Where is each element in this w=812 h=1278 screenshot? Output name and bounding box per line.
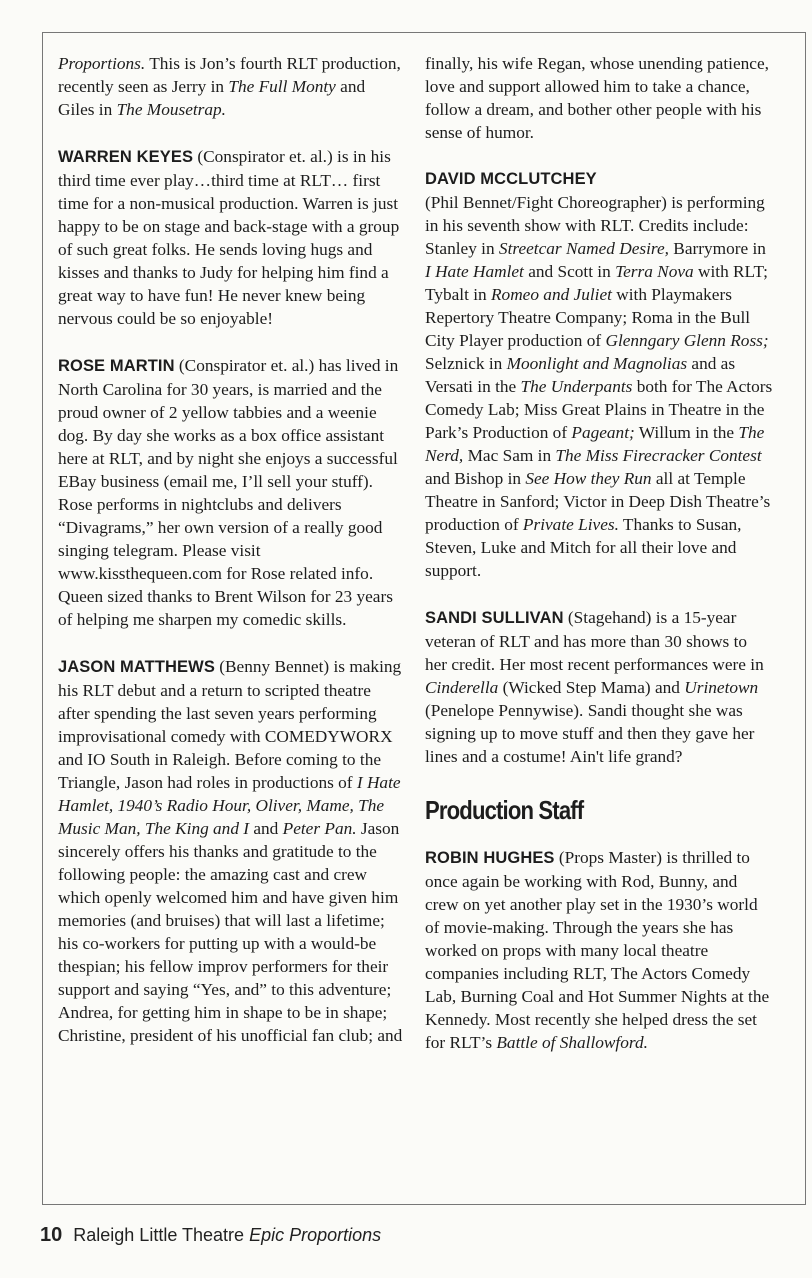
left-column [58,52,404,1071]
footer-show-title: Epic Proportions [249,1225,382,1245]
bio-jason-continuation: finally, his wife Regan, whose unending patience, love and support allowed him to take a chance, follow a dream, and bother other people with his sense of humor. [425,54,769,142]
bio-name: ROSE MARTIN [58,357,175,375]
section-heading: Production Staff [425,795,584,825]
bio-sandi-sullivan: SANDI SULLIVAN (Stagehand) is a 15-year veteran of RLT and has more than 30 shows to her credit. Her most recent performances were in Cinderella (Wicked Step Mama) and Urinetown (Penelope Pennywise). Sandi thought she was signing up to move stuff and then they gave her lines and a costume! Ain't life grand? [425,608,764,766]
footer-org: Raleigh Little Theatre [73,1225,245,1245]
bio-rose-martin: ROSE MARTIN (Conspirator et. al.) has lived in North Carolina for 30 years, is married and the proud owner of 2 yellow tabbies and a weenie dog. By day she works as a box office assistant here at RLT, and by night she enjoys a successful EBay business (email me, I’ll sell your stuff). Rose performs in nightclubs and delivers “Divagrams,” her own version of a really good singing telegram. Please visit www.kissthequeen.com for Rose related info. Queen sized thanks to Brent Wilson for 23 years of helping me sharpen my comedic skills. [58,356,399,629]
bio-name: SANDI SULLIVAN [425,609,564,627]
bio-jason-matthews: JASON MATTHEWS (Benny Bennet) is making his RLT debut and a return to scripted theatre after spending the last seven years performing improvisational comedy with COMEDYWORX and IO South in Raleigh. Before coming to the Triangle, Jason had roles in productions of I Hate Hamlet, 1940’s Radio Hour, Oliver, Mame, The Music Man, The King and I and Peter Pan. Jason sincerely offers his thanks and gratitude to the following people: the amazing cast and crew which openly welcomed him and have given him memories (and bruises) that will last a lifetime; his co-workers for putting up with a would-be thespian; his fellow improv performers for their support and saying “Yes, and” to this adventure; Andrea, for getting him in shape to be in shape; Christine, president of his unofficial fan club; and [58,657,403,1045]
bio-jon-continuation: Proportions. This is Jon’s fourth RLT production, recently seen as Jerry in The Full Monty and Giles in The Mousetrap. [58,54,401,119]
bio-name: DAVID MCCLUTCHEY [425,170,597,188]
bio-name: JASON MATTHEWS [58,658,215,676]
bio-david-mcclutchey: DAVID MCCLUTCHEY (Phil Bennet/Fight Choreographer) is performing in his seventh show with RLT. Credits include: Stanley in Streetcar Named Desire, Barrymore in I Hate Hamlet and Scott in Terra Nova with RLT; Tybalt in Romeo and Juliet with Playmakers Repertory Theatre Company; Roma in the Bull City Player production of Glenngary Glenn Ross; Selznick in Moonlight and Magnolias and as Versati in the The Underpants both for The Actors Comedy Lab; Miss Great Plains in Theatre in the Park’s Production of Pageant; Willum in the The Nerd, Mac Sam in The Miss Firecracker Contest and Bishop in See How they Run all at Temple Theatre in Sanford; Victor in Deep Dish Theatre’s production of Private Lives. Thanks to Susan, Steven, Luke and Mitch for all their love and support. [425,170,773,580]
bio-warren-keyes: WARREN KEYES (Conspirator et. al.) is in his third time ever play…third time at RLT… first time for a non-musical production. Warren is just happy to be on stage and back-stage with a group of such great folks. He sends loving hugs and kisses and thanks to Judy for helping him find a great way to have fun! He never knew being nervous could be so enjoyable! [58,147,400,328]
page-footer [40,1224,381,1247]
right-column [425,52,773,1078]
bio-name: WARREN KEYES [58,148,194,166]
bio-robin-hughes: ROBIN HUGHES (Props Master) is thrilled to once again be working with Rod, Bunny, and crew on yet another play set in the 1930’s world of movie-making. Through the years she has worked on props with many local theatre companies including RLT, The Actors Comedy Lab, Burning Coal and Hot Summer Nights at the Kennedy. Most recently she helped dress the set for RLT’s Battle of Shallowford. [425,848,770,1052]
page-number: 10 [40,1224,63,1246]
bio-name: ROBIN HUGHES [425,849,555,867]
